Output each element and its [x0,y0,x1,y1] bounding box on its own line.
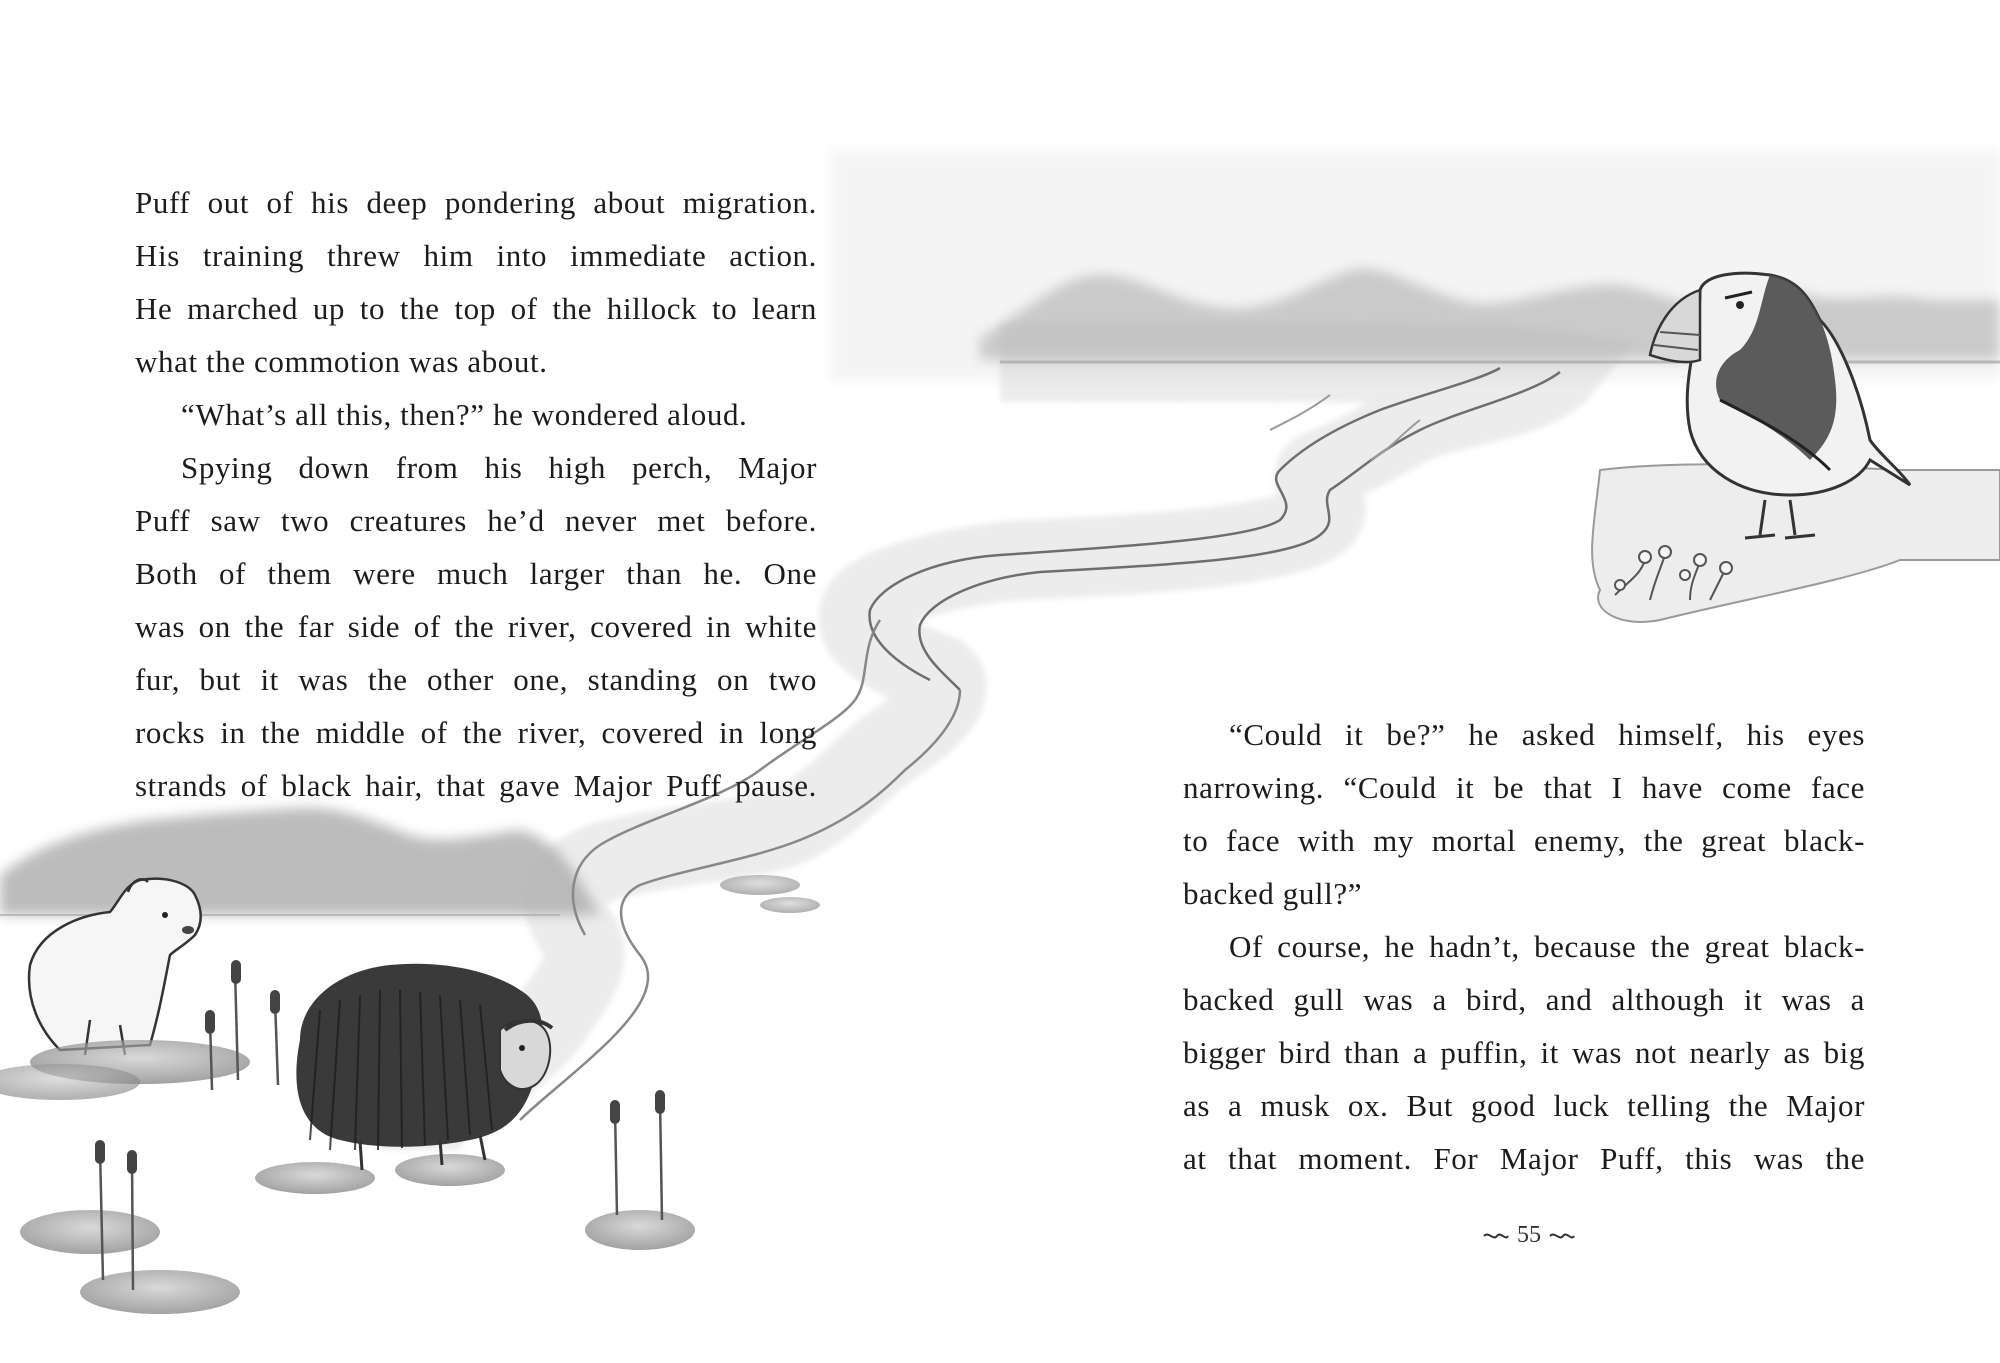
text-line: He marched up to the top of the hillock to learn [135,291,817,326]
text-line: Of course, he hadn’t, because the great black- [1229,929,1865,964]
text-line: at that moment. For Major Puff, this was the [1183,1141,1865,1176]
text-line: bigger bird than a puffin, it was not nearly as big [1183,1035,1865,1070]
text-line: Puff saw two creatures he’d never met before. [135,503,817,538]
page-number [1474,1222,1584,1249]
text-line: Puff out of his deep pondering about migration. [135,185,817,220]
text-line: narrowing. “Could it be that I have come face [1183,770,1865,805]
text-line: strands of black hair, that gave Major Puff pause. [135,768,817,803]
text-line: rocks in the middle of the river, covered in long [135,715,817,750]
text-line: to face with my mortal enemy, the great black- [1183,823,1865,858]
text-line: backed gull?” [1183,876,1363,911]
right-page-text [1183,708,1865,1185]
text-line: backed gull was a bird, and although it was a [1183,982,1865,1017]
musk-ox-illustration [296,964,552,1170]
text-line: was on the far side of the river, covered in white [135,609,817,644]
text-line: “Could it be?” he asked himself, his eyes [1229,717,1865,752]
text-line: His training threw him into immediate action. [135,238,817,273]
text-line: what the commotion was about. [135,344,548,379]
flourish-left-icon [1483,1230,1509,1242]
page-number-text: 55 [1517,1222,1541,1248]
text-line: as a musk ox. But good luck telling the Major [1183,1088,1865,1123]
text-line: fur, but it was the other one, standing on two [135,662,817,697]
text-line: Spying down from his high perch, Major [181,450,817,485]
flourish-right-icon [1549,1230,1575,1242]
text-line: Both of them were much larger than he. One [135,556,817,591]
text-line: “What’s all this, then?” he wondered aloud. [181,397,748,432]
left-page-text [135,176,817,812]
